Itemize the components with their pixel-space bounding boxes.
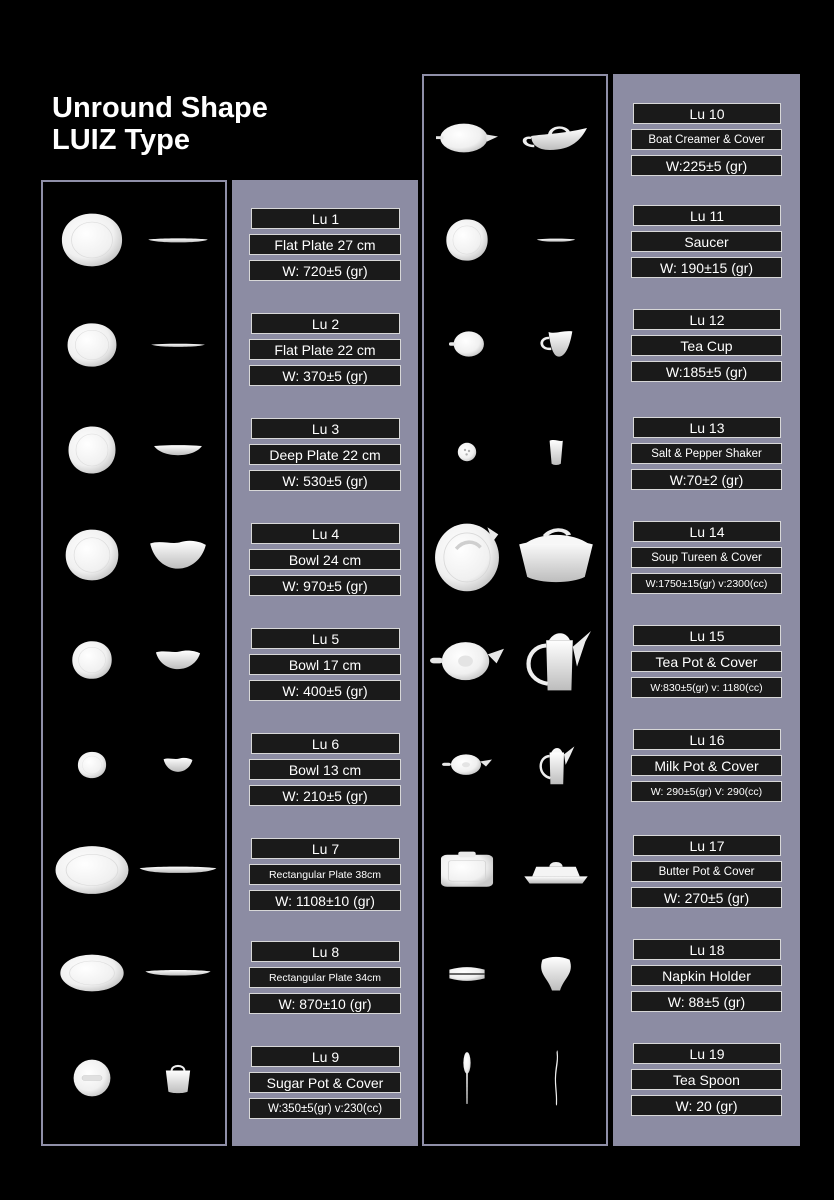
spoon-top-icon [460,1051,474,1105]
products_left-0-code: Lu 1 [251,208,400,229]
tureen-top-icon [433,520,501,592]
shaker-side-icon [546,438,566,466]
products_left-8-code: Lu 9 [251,1046,400,1067]
spoon-side-icon [550,1052,562,1104]
deep-plate-side-icon [152,440,204,460]
bowl-top-icon [64,528,120,582]
products_left-1-name: Flat Plate 22 cm [249,339,401,360]
products_left-7-weight: W: 870±10 (gr) [249,993,401,1014]
products_left-2-name: Deep Plate 22 cm [249,444,401,465]
products_right-7-weight: W: 270±5 (gr) [631,887,782,908]
products_right-5-weight: W:830±5(gr) v: 1180(cc) [631,677,782,698]
creamer-top-icon [436,120,498,156]
milk-pot-top-icon [442,748,492,780]
products_left-4-weight: W: 400±5 (gr) [249,680,401,701]
teapot-side-icon [521,627,591,693]
products_left-6-weight: W: 1108±10 (gr) [249,890,401,911]
products_right-4-code: Lu 14 [633,521,781,542]
products_left-1-code: Lu 2 [251,313,400,334]
butter-pot-top-icon [436,850,498,890]
napkin-holder-top-icon [445,963,489,985]
products_left-4-name: Bowl 17 cm [249,654,401,675]
oval-plate-side-icon [138,861,218,879]
flat-plate-top-icon [60,212,124,268]
napkin-holder-side-icon [536,956,576,992]
products_right-2-name: Tea Cup [631,335,782,356]
products_left-5-weight: W: 210±5 (gr) [249,785,401,806]
products_left-2-code: Lu 3 [251,418,400,439]
oval-plate-top-icon [54,844,130,896]
products_right-6-weight: W: 290±5(gr) V: 290(cc) [631,781,782,802]
products_right-9-name: Tea Spoon [631,1069,782,1090]
products_left-6-code: Lu 7 [251,838,400,859]
tureen-side-icon [516,527,596,585]
bowl-side-icon [163,756,193,774]
catalog-title [52,92,268,156]
products_right-7-name: Butter Pot & Cover [631,861,782,882]
products_left-3-code: Lu 4 [251,523,400,544]
tea-cup-top-icon [449,329,485,359]
products_left-8-weight: W:350±5(gr) v:230(cc) [249,1098,401,1119]
products_left-5-code: Lu 6 [251,733,400,754]
creamer-side-icon [525,118,587,158]
products_left-0-weight: W: 720±5 (gr) [249,260,401,281]
bowl-top-icon [71,640,113,680]
title-line-2: LUIZ Type [52,124,191,156]
saucer-side-icon [536,233,576,247]
products_right-2-weight: W:185±5 (gr) [631,361,782,382]
products_right-9-code: Lu 19 [633,1043,781,1064]
saucer-top-icon [445,218,489,262]
products_left-7-name: Rectangular Plate 34cm [249,967,401,988]
butter-pot-side-icon [523,854,589,886]
products_left-7-code: Lu 8 [251,941,400,962]
products_right-3-code: Lu 13 [633,417,781,438]
products_left-0-name: Flat Plate 27 cm [249,234,401,255]
flat-plate-side-icon [150,337,206,353]
products_right-8-name: Napkin Holder [631,965,782,986]
products_left-3-weight: W: 970±5 (gr) [249,575,401,596]
title-line-1: Unround Shape [52,92,268,124]
products_left-5-name: Bowl 13 cm [249,759,401,780]
products_right-4-name: Soup Tureen & Cover [631,547,782,568]
bowl-top-icon [77,751,107,779]
products_right-8-weight: W: 88±5 (gr) [631,991,782,1012]
products_right-9-weight: W: 20 (gr) [631,1095,782,1116]
products_right-3-name: Salt & Pepper Shaker [631,443,782,464]
products_right-5-name: Tea Pot & Cover [631,651,782,672]
deep-plate-top-icon [67,425,117,475]
products_right-1-code: Lu 11 [633,205,781,226]
products_left-6-name: Rectangular Plate 38cm [249,864,401,885]
products_left-8-name: Sugar Pot & Cover [249,1072,401,1093]
products_right-3-weight: W:70±2 (gr) [631,469,782,490]
products_right-6-code: Lu 16 [633,729,781,750]
products_right-8-code: Lu 18 [633,939,781,960]
sugar-pot-top-icon [72,1058,112,1098]
products_right-4-weight: W:1750±15(gr) v:2300(cc) [631,573,782,594]
bowl-side-icon [149,537,207,573]
products_right-5-code: Lu 15 [633,625,781,646]
products_right-6-name: Milk Pot & Cover [631,755,782,776]
products_right-0-code: Lu 10 [633,103,781,124]
products_right-7-code: Lu 17 [633,835,781,856]
flat-plate-top-icon [66,322,118,368]
products_left-2-weight: W: 530±5 (gr) [249,470,401,491]
oval-plate-side-icon [144,965,212,981]
tea-cup-side-icon [539,329,573,359]
oval-plate-top-icon [59,953,125,993]
products_left-1-weight: W: 370±5 (gr) [249,365,401,386]
products_right-2-code: Lu 12 [633,309,781,330]
products_left-3-name: Bowl 24 cm [249,549,401,570]
teapot-top-icon [430,632,504,688]
products_left-4-code: Lu 5 [251,628,400,649]
products_right-0-name: Boat Creamer & Cover [631,129,782,150]
bowl-side-icon [155,648,201,672]
shaker-top-icon [457,442,477,462]
flat-plate-side-icon [147,230,209,250]
milk-pot-side-icon [536,742,576,786]
sugar-pot-side-icon [162,1061,194,1095]
products_right-0-weight: W:225±5 (gr) [631,155,782,176]
products_right-1-name: Saucer [631,231,782,252]
products_right-1-weight: W: 190±15 (gr) [631,257,782,278]
